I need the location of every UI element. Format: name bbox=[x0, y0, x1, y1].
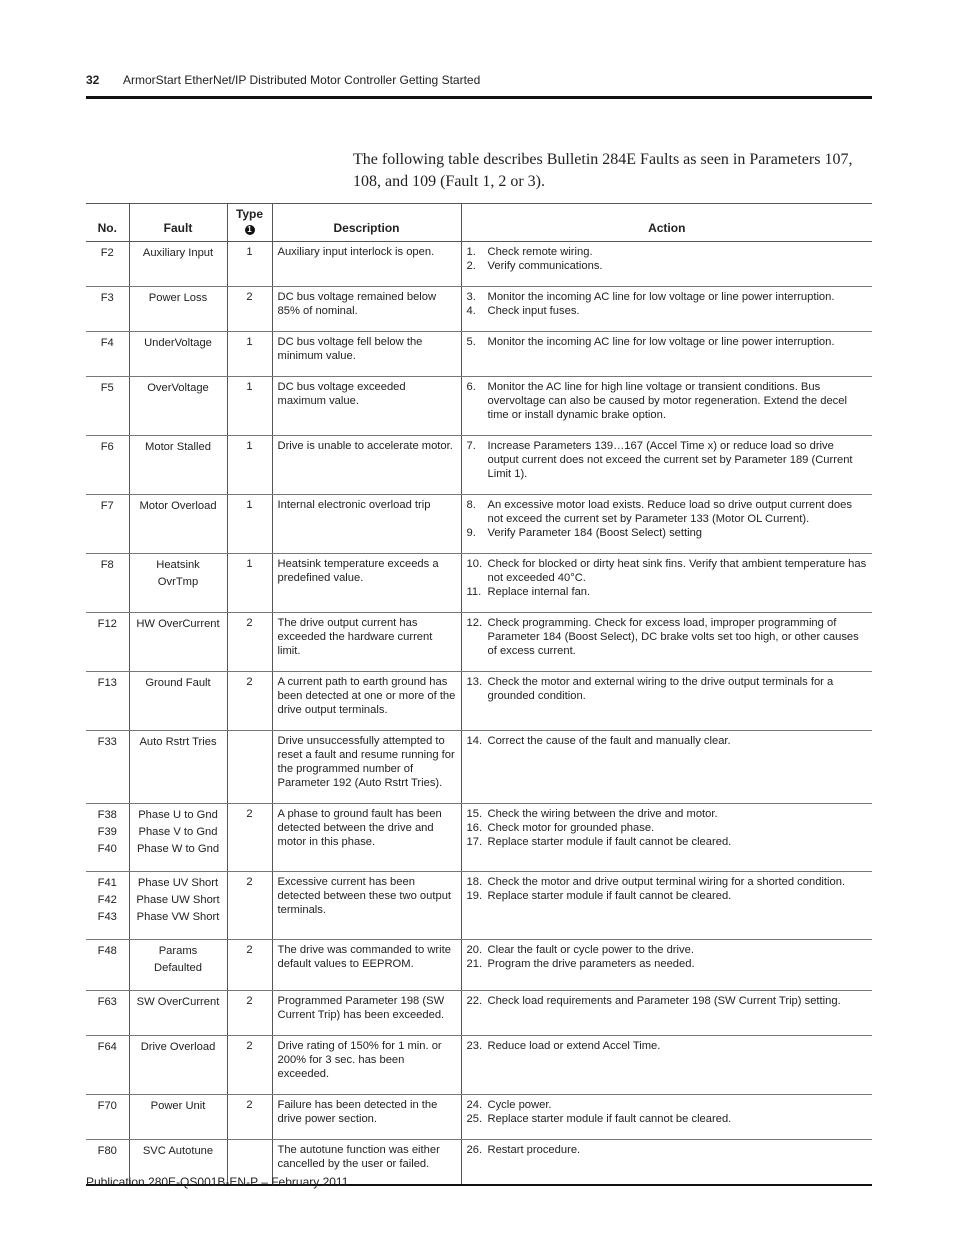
fault-name: UnderVoltage bbox=[144, 337, 212, 349]
fault-number-cell bbox=[86, 1036, 129, 1095]
fault-action-cell bbox=[461, 436, 872, 495]
fault-type-cell: 1 bbox=[227, 377, 272, 436]
action-number: 7. bbox=[466, 440, 476, 452]
fault-number: F43 bbox=[97, 911, 117, 923]
fault-description-cell: DC bus voltage exceeded maximum value. bbox=[272, 377, 461, 436]
fault-type-cell: 2 bbox=[227, 872, 272, 940]
action-text: Verify Parameter 184 (Boost Select) setting bbox=[487, 527, 703, 539]
fault-number-cell bbox=[86, 872, 129, 940]
action-text: Cycle power. bbox=[487, 1099, 552, 1111]
fault-description-cell: The drive was commanded to write default values to EEPROM. bbox=[272, 940, 461, 991]
action-item bbox=[467, 1112, 868, 1126]
action-number: 25. bbox=[466, 1113, 483, 1125]
fault-number: F64 bbox=[97, 1041, 117, 1053]
action-text: Program the drive parameters as needed. bbox=[487, 958, 695, 970]
fault-action-cell bbox=[461, 242, 872, 287]
action-item bbox=[467, 994, 868, 1008]
col-header-action: Action bbox=[461, 204, 872, 242]
fault-action-cell bbox=[461, 731, 872, 804]
action-number: 2. bbox=[466, 260, 476, 272]
action-number: 10. bbox=[466, 558, 483, 570]
action-item bbox=[467, 304, 868, 318]
action-item bbox=[467, 585, 868, 599]
action-text: Verify communications. bbox=[487, 260, 603, 272]
action-number: 9. bbox=[466, 527, 476, 539]
fault-number-cell bbox=[86, 804, 129, 872]
action-item bbox=[467, 835, 868, 849]
fault-action-cell bbox=[461, 287, 872, 332]
action-text: An excessive motor load exists. Reduce load so drive output current does not exceed the current set by Parameter 133 (Motor OL Current). bbox=[487, 499, 852, 525]
fault-action-cell bbox=[461, 332, 872, 377]
fault-type-cell bbox=[227, 731, 272, 804]
action-item bbox=[467, 889, 868, 903]
action-text: Restart procedure. bbox=[487, 1144, 581, 1156]
table-row bbox=[86, 991, 872, 1036]
fault-number-cell bbox=[86, 613, 129, 672]
action-text: Check remote wiring. bbox=[487, 246, 593, 258]
action-text: Monitor the AC line for high line voltage or transient conditions. Bus overvoltage can also be caused by motor regeneration. Extend the decel time or install dynamic brake option. bbox=[487, 381, 847, 421]
table-row bbox=[86, 940, 872, 991]
action-text: Check programming. Check for excess load, improper programming of Parameter 184 (Boost Select), DC brake volts set too high, or other causes of excess current. bbox=[487, 617, 859, 657]
fault-name-cell bbox=[129, 872, 227, 940]
col-header-type bbox=[227, 204, 272, 242]
action-item bbox=[467, 675, 868, 703]
page-header bbox=[86, 73, 872, 87]
action-item bbox=[467, 259, 868, 273]
fault-description-cell: Failure has been detected in the drive power section. bbox=[272, 1095, 461, 1140]
fault-action-cell bbox=[461, 872, 872, 940]
fault-name: Phase UV Short bbox=[137, 877, 219, 889]
action-text: Check the motor and drive output terminal wiring for a shorted condition. bbox=[487, 876, 846, 888]
fault-name: Heatsink bbox=[156, 559, 200, 571]
fault-name-cell bbox=[129, 495, 227, 554]
action-item bbox=[467, 335, 868, 349]
fault-name: Defaulted bbox=[154, 962, 202, 974]
fault-description-cell: The autotune function was either cancelled by the user or failed. bbox=[272, 1140, 461, 1186]
table-row bbox=[86, 1095, 872, 1140]
action-item bbox=[467, 616, 868, 658]
action-number: 4. bbox=[466, 305, 476, 317]
fault-type-cell: 2 bbox=[227, 287, 272, 332]
fault-name-cell bbox=[129, 613, 227, 672]
action-number: 20. bbox=[466, 944, 483, 956]
fault-number: F39 bbox=[97, 826, 117, 838]
fault-description-cell: Programmed Parameter 198 (SW Current Trip) has been exceeded. bbox=[272, 991, 461, 1036]
action-number: 15. bbox=[466, 808, 483, 820]
action-item bbox=[467, 1039, 868, 1053]
fault-description-cell: Drive unsuccessfully attempted to reset a fault and resume running for the programmed number of Parameter 192 (Auto Rstrt Tries). bbox=[272, 731, 461, 804]
action-item bbox=[467, 875, 868, 889]
action-text: Monitor the incoming AC line for low voltage or line power interruption. bbox=[487, 336, 835, 348]
fault-description-cell: Heatsink temperature exceeds a predefined value. bbox=[272, 554, 461, 613]
fault-number-cell bbox=[86, 287, 129, 332]
fault-name: Phase V to Gnd bbox=[138, 826, 218, 838]
fault-name-cell bbox=[129, 377, 227, 436]
fault-name: Params bbox=[158, 945, 198, 957]
table-row bbox=[86, 436, 872, 495]
action-text: Reduce load or extend Accel Time. bbox=[487, 1040, 661, 1052]
fault-type-cell: 1 bbox=[227, 332, 272, 377]
action-number: 6. bbox=[466, 381, 476, 393]
action-number: 17. bbox=[466, 836, 483, 848]
action-number: 24. bbox=[466, 1099, 483, 1111]
fault-number: F4 bbox=[100, 337, 114, 349]
action-text: Replace internal fan. bbox=[487, 586, 591, 598]
action-number: 18. bbox=[466, 876, 483, 888]
table-body bbox=[86, 242, 872, 1186]
action-number: 21. bbox=[466, 958, 483, 970]
fault-type-cell: 2 bbox=[227, 991, 272, 1036]
fault-name-cell bbox=[129, 1036, 227, 1095]
fault-number-cell bbox=[86, 1095, 129, 1140]
fault-name: Ground Fault bbox=[145, 677, 211, 689]
fault-name: Power Unit bbox=[150, 1100, 206, 1112]
fault-name: Phase U to Gnd bbox=[138, 809, 218, 821]
fault-description-cell: A current path to earth ground has been detected at one or more of the drive output terminals. bbox=[272, 672, 461, 731]
document-title: ArmorStart EtherNet/IP Distributed Motor Controller Getting Started bbox=[123, 73, 481, 87]
fault-number-cell bbox=[86, 377, 129, 436]
fault-description-cell: Drive rating of 150% for 1 min. or 200% for 3 sec. has been exceeded. bbox=[272, 1036, 461, 1095]
action-number: 11. bbox=[466, 586, 482, 598]
action-item bbox=[467, 957, 868, 971]
action-item bbox=[467, 557, 868, 585]
table-header-row bbox=[86, 204, 872, 242]
fault-name-cell bbox=[129, 554, 227, 613]
action-item bbox=[467, 1143, 868, 1157]
fault-name: Phase W to Gnd bbox=[136, 843, 220, 855]
fault-name: Drive Overload bbox=[140, 1041, 216, 1053]
page-number: 32 bbox=[86, 73, 100, 87]
action-text: Check the motor and external wiring to the drive output terminals for a grounded condition. bbox=[487, 676, 834, 702]
fault-name-cell bbox=[129, 1095, 227, 1140]
fault-number-cell bbox=[86, 991, 129, 1036]
action-text: Monitor the incoming AC line for low voltage or line power interruption. bbox=[487, 291, 835, 303]
fault-number: F41 bbox=[97, 877, 117, 889]
fault-number: F40 bbox=[97, 843, 117, 855]
col-header-fault: Fault bbox=[129, 204, 227, 242]
action-number: 3. bbox=[466, 291, 476, 303]
fault-number: F33 bbox=[97, 736, 117, 748]
fault-number: F8 bbox=[100, 559, 114, 571]
fault-name-cell bbox=[129, 672, 227, 731]
action-text: Check the wiring between the drive and motor. bbox=[487, 808, 718, 820]
fault-number: F80 bbox=[97, 1145, 117, 1157]
fault-type-cell: 2 bbox=[227, 940, 272, 991]
action-number: 14. bbox=[466, 735, 483, 747]
fault-description-cell: The drive output current has exceeded the hardware current limit. bbox=[272, 613, 461, 672]
fault-number-cell bbox=[86, 332, 129, 377]
action-number: 23. bbox=[466, 1040, 483, 1052]
table-row bbox=[86, 287, 872, 332]
table-row bbox=[86, 495, 872, 554]
fault-name: SVC Autotune bbox=[142, 1145, 214, 1157]
action-item bbox=[467, 807, 868, 821]
fault-name-cell bbox=[129, 287, 227, 332]
fault-number: F38 bbox=[97, 809, 117, 821]
fault-description-cell: Drive is unable to accelerate motor. bbox=[272, 436, 461, 495]
fault-action-cell bbox=[461, 1140, 872, 1186]
fault-description-cell: DC bus voltage remained below 85% of nominal. bbox=[272, 287, 461, 332]
fault-name-cell bbox=[129, 332, 227, 377]
fault-number-cell bbox=[86, 672, 129, 731]
fault-type-cell: 2 bbox=[227, 1095, 272, 1140]
action-item bbox=[467, 943, 868, 957]
action-item bbox=[467, 526, 868, 540]
fault-number: F7 bbox=[100, 500, 114, 512]
fault-name-cell bbox=[129, 940, 227, 991]
action-text: Check input fuses. bbox=[487, 305, 580, 317]
fault-type-cell: 1 bbox=[227, 436, 272, 495]
table-row bbox=[86, 1036, 872, 1095]
fault-action-cell bbox=[461, 804, 872, 872]
action-text: Replace starter module if fault cannot be cleared. bbox=[487, 890, 732, 902]
action-text: Clear the fault or cycle power to the drive. bbox=[487, 944, 694, 956]
fault-description-cell: Excessive current has been detected between these two output terminals. bbox=[272, 872, 461, 940]
fault-number-cell bbox=[86, 436, 129, 495]
fault-type-cell: 2 bbox=[227, 1036, 272, 1095]
action-item bbox=[467, 245, 868, 259]
fault-name-cell bbox=[129, 804, 227, 872]
fault-type-cell: 2 bbox=[227, 804, 272, 872]
fault-number-cell bbox=[86, 495, 129, 554]
fault-name: Motor Overload bbox=[139, 500, 217, 512]
table-row bbox=[86, 872, 872, 940]
fault-number: F13 bbox=[97, 677, 117, 689]
fault-type-cell: 1 bbox=[227, 242, 272, 287]
fault-name: Phase UW Short bbox=[136, 894, 220, 906]
publication-footer: Publication 280E-QS001B-EN-P – February 2011 bbox=[86, 1175, 349, 1189]
fault-action-cell bbox=[461, 1036, 872, 1095]
action-text: Check load requirements and Parameter 198 (SW Current Trip) setting. bbox=[487, 995, 841, 1007]
table-row bbox=[86, 242, 872, 287]
intro-paragraph: The following table describes Bulletin 284E Faults as seen in Parameters 107, 108, and 109 (Fault 1, 2 or 3). bbox=[353, 151, 853, 190]
fault-number: F3 bbox=[100, 292, 114, 304]
action-item bbox=[467, 821, 868, 835]
col-header-description: Description bbox=[272, 204, 461, 242]
fault-action-cell bbox=[461, 672, 872, 731]
action-number: 8. bbox=[466, 499, 476, 511]
fault-number: F6 bbox=[100, 441, 114, 453]
fault-name: Auxiliary Input bbox=[142, 247, 214, 259]
fault-description-cell: Internal electronic overload trip bbox=[272, 495, 461, 554]
fault-type-cell: 2 bbox=[227, 613, 272, 672]
header-rule bbox=[86, 96, 872, 99]
fault-action-cell bbox=[461, 377, 872, 436]
fault-number-cell bbox=[86, 731, 129, 804]
fault-type-cell: 1 bbox=[227, 554, 272, 613]
fault-name: SW OverCurrent bbox=[136, 996, 220, 1008]
fault-number: F42 bbox=[97, 894, 117, 906]
table-row bbox=[86, 613, 872, 672]
table-row bbox=[86, 731, 872, 804]
table-row bbox=[86, 554, 872, 613]
fault-name: OverVoltage bbox=[147, 382, 209, 394]
fault-action-cell bbox=[461, 940, 872, 991]
table-row bbox=[86, 672, 872, 731]
action-text: Increase Parameters 139…167 (Accel Time x) or reduce load so drive output current does not exceed the current set by Parameter 189 (Current Limit 1). bbox=[487, 440, 853, 480]
fault-name: HW OverCurrent bbox=[136, 618, 220, 630]
fault-name: Motor Stalled bbox=[145, 441, 211, 453]
fault-name: Phase VW Short bbox=[136, 911, 220, 923]
fault-name-cell bbox=[129, 731, 227, 804]
fault-description-cell: A phase to ground fault has been detected between the drive and motor in this phase. bbox=[272, 804, 461, 872]
action-item bbox=[467, 1098, 868, 1112]
action-number: 26. bbox=[466, 1144, 483, 1156]
action-number: 1. bbox=[466, 246, 476, 258]
fault-table bbox=[86, 203, 872, 1186]
action-number: 22. bbox=[466, 995, 483, 1007]
action-text: Replace starter module if fault cannot be cleared. bbox=[487, 1113, 732, 1125]
action-text: Replace starter module if fault cannot be cleared. bbox=[487, 836, 732, 848]
fault-action-cell bbox=[461, 1095, 872, 1140]
footnote-marker-icon: 1 bbox=[245, 225, 255, 235]
action-number: 13. bbox=[466, 676, 483, 688]
fault-action-cell bbox=[461, 554, 872, 613]
fault-number: F12 bbox=[97, 618, 117, 630]
action-number: 12. bbox=[466, 617, 483, 629]
action-text: Check motor for grounded phase. bbox=[487, 822, 655, 834]
fault-description-cell: DC bus voltage fell below the minimum value. bbox=[272, 332, 461, 377]
col-header-no: No. bbox=[86, 204, 129, 242]
fault-name: Auto Rstrt Tries bbox=[139, 736, 217, 748]
action-number: 16. bbox=[466, 822, 483, 834]
fault-name: Power Loss bbox=[148, 292, 208, 304]
fault-number-cell bbox=[86, 242, 129, 287]
col-header-type-label: Type bbox=[235, 207, 264, 221]
fault-name-cell bbox=[129, 242, 227, 287]
fault-action-cell bbox=[461, 991, 872, 1036]
fault-number: F5 bbox=[100, 382, 114, 394]
fault-number: F70 bbox=[97, 1100, 117, 1112]
action-text: Check for blocked or dirty heat sink fins. Verify that ambient temperature has not exceeded 40°C. bbox=[487, 558, 867, 584]
fault-number: F48 bbox=[97, 945, 117, 957]
action-item bbox=[467, 290, 868, 304]
fault-name: OvrTmp bbox=[157, 576, 199, 588]
action-item bbox=[467, 439, 868, 481]
action-text: Correct the cause of the fault and manually clear. bbox=[487, 735, 731, 747]
table-row bbox=[86, 377, 872, 436]
action-item bbox=[467, 498, 868, 526]
fault-number-cell bbox=[86, 940, 129, 991]
fault-name-cell bbox=[129, 436, 227, 495]
action-number: 19. bbox=[466, 890, 483, 902]
table-row bbox=[86, 804, 872, 872]
action-number: 5. bbox=[466, 336, 476, 348]
fault-number: F63 bbox=[97, 996, 117, 1008]
action-item bbox=[467, 380, 868, 422]
fault-action-cell bbox=[461, 495, 872, 554]
table-row bbox=[86, 332, 872, 377]
fault-name-cell bbox=[129, 991, 227, 1036]
fault-number: F2 bbox=[100, 247, 114, 259]
action-item bbox=[467, 734, 868, 748]
fault-action-cell bbox=[461, 613, 872, 672]
fault-number-cell bbox=[86, 554, 129, 613]
fault-type-cell: 2 bbox=[227, 672, 272, 731]
fault-type-cell: 1 bbox=[227, 495, 272, 554]
fault-description-cell: Auxiliary input interlock is open. bbox=[272, 242, 461, 287]
